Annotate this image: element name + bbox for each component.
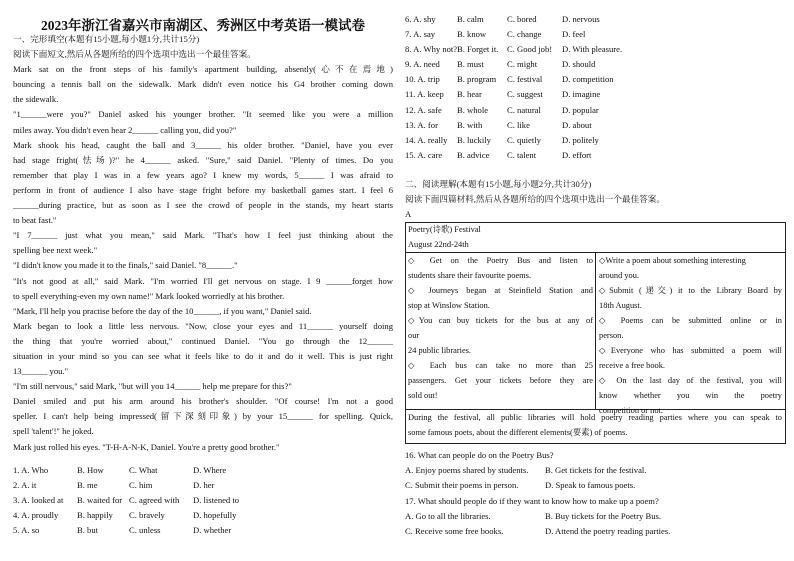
option-row bbox=[405, 118, 785, 133]
question-stem: 17. What should people do if they want to know how to make up a poem? bbox=[405, 495, 659, 506]
answer-choice[interactable]: B. luckily bbox=[457, 134, 491, 145]
answer-choice[interactable]: C. unless bbox=[129, 525, 161, 535]
answer-choice[interactable]: C. change bbox=[507, 29, 542, 40]
option-row bbox=[13, 493, 393, 508]
section2-heading: 二、阅读理解(本题有15小题,每小题2分,共计30分) bbox=[405, 178, 592, 189]
festival-footer bbox=[408, 410, 782, 440]
passage-line: "I 7______ just what you mean," said Mark. "That's how I feel just thinking about the bbox=[13, 230, 393, 241]
cloze-passage bbox=[13, 62, 393, 454]
answer-choice[interactable]: B. but bbox=[77, 525, 99, 535]
passage-line: speller. I can't help being impressed(留下深刻印象) by your 15______ for spelling. Quick, bbox=[13, 411, 393, 422]
answer-choice[interactable]: 8. A. Why not? bbox=[405, 44, 458, 55]
passage-line: the sidewalk. bbox=[13, 94, 59, 105]
passage-line: "1______were you?" Daniel asked his younger brother. "It seemed like you were a million bbox=[13, 109, 393, 120]
option-row bbox=[405, 27, 785, 42]
answer-choice[interactable]: C. natural bbox=[507, 104, 541, 115]
passage-line: miles away. You didn't even hear 2______ calling you, did you?" bbox=[13, 124, 237, 135]
passage-line: "It's not good at all," said Mark. "I'm worried I'll get nervous on stage. I 9 ______forget how bbox=[13, 275, 393, 286]
answer-choice[interactable]: D. about bbox=[562, 119, 592, 130]
answer-choice[interactable]: C. like bbox=[507, 119, 530, 130]
question-option-row bbox=[405, 509, 785, 524]
notice-line: passengers. Get your tickets before they are bbox=[408, 376, 593, 386]
passage-line: had stage fright(怯场)?" he 4______ asked. "Sure," said Daniel. "Plenty of times. Do you bbox=[13, 154, 393, 165]
answer-choice[interactable]: D. Attend the poetry reading parties. bbox=[545, 525, 671, 536]
notice-line: During the festival, all public libraries will hold poetry reading parties where you can speak to bbox=[408, 413, 782, 423]
answer-choice[interactable]: 1. A. Who bbox=[13, 464, 49, 475]
passage-line: Mark shook his head, caught the ball and 3______ his older brother. "Daniel, have you ever bbox=[13, 139, 393, 150]
festival-title: Poetry(诗歌) Festival bbox=[408, 225, 481, 235]
answer-choice[interactable]: 7. A. say bbox=[405, 29, 436, 40]
cloze-options-1-5 bbox=[13, 463, 393, 538]
passage-line: Daniel smiled and put his arm around his brother's shoulder. "Of course! I'm not a good bbox=[13, 396, 393, 407]
answer-choice[interactable]: D. competition bbox=[562, 74, 614, 85]
notice-line: 18th August. bbox=[599, 301, 642, 311]
passage-line: bouncing a tennis ball on the sidewalk. Mark didn't even notice his G4 brother coming down bbox=[13, 79, 393, 90]
answer-choice[interactable]: D. whether bbox=[193, 525, 232, 535]
notice-line: person. bbox=[599, 331, 624, 341]
option-row bbox=[13, 478, 393, 493]
notice-line: ◇ Each bus can take no more than 25 bbox=[408, 361, 593, 371]
notice-line: receive a free book. bbox=[599, 361, 666, 371]
passage-line: perform in front of audience I also have stage fright before my basketball games start. I feel 6 bbox=[13, 184, 393, 195]
answer-choice[interactable]: D. politely bbox=[562, 134, 599, 145]
answer-choice[interactable]: D. nervous bbox=[562, 14, 600, 24]
answer-choice[interactable]: D. her bbox=[193, 479, 215, 490]
question-option-row bbox=[405, 524, 785, 539]
answer-choice[interactable]: 2. A. it bbox=[13, 479, 37, 490]
passage-line: "Mark, I'll help you practise before the day of the 10______, if you want," Daniel said. bbox=[13, 305, 312, 316]
answer-choice[interactable]: B. waited for bbox=[77, 494, 123, 505]
answer-choice[interactable]: 3. A. looked at bbox=[13, 494, 64, 505]
notice-line: stop at Winslow Station. bbox=[408, 301, 490, 311]
answer-choice[interactable]: B. program bbox=[457, 74, 497, 85]
answer-choice[interactable]: B. advice bbox=[457, 149, 490, 160]
answer-choice[interactable]: B. must bbox=[457, 59, 484, 70]
answer-choice[interactable]: D. effort bbox=[562, 149, 592, 160]
passage-line: remember that play I was in a few years ago? I knew my words, 5______ I was afraid to bbox=[13, 169, 393, 180]
answer-choice[interactable]: C. festival bbox=[507, 74, 543, 85]
right-column bbox=[405, 12, 785, 539]
answer-choice[interactable]: A. Enjoy poems shared by students. bbox=[405, 465, 529, 476]
option-row bbox=[405, 57, 785, 72]
answer-choice[interactable]: B. whole bbox=[457, 104, 489, 115]
answer-choice[interactable]: D. Speak to famous poets. bbox=[545, 480, 636, 491]
question-option-row bbox=[405, 478, 785, 493]
answer-choice[interactable]: D. With pleasure. bbox=[562, 44, 623, 55]
notice-line: ◇Everyone who has submitted a poem will bbox=[599, 346, 782, 356]
part-label: A bbox=[405, 209, 412, 220]
option-row bbox=[13, 508, 393, 523]
option-row bbox=[405, 72, 785, 87]
answer-choice[interactable]: C. Receive some free books. bbox=[405, 525, 504, 536]
passage-line: situation in your mind so you can see what it feels like to do it and do it well. This is just right bbox=[13, 350, 393, 361]
notice-line: ◇ On the last day of the festival, you will bbox=[599, 376, 782, 386]
option-row bbox=[405, 42, 785, 57]
answer-choice[interactable]: C. might bbox=[507, 59, 538, 70]
option-row bbox=[405, 87, 785, 102]
section1-instruction: 阅读下面短文,然后从各题所给的四个选项中选出一个最佳答案。 bbox=[13, 49, 256, 60]
notice-line: sold out! bbox=[408, 391, 438, 401]
answer-choice[interactable]: C. Good job! bbox=[507, 44, 553, 55]
festival-competition-info bbox=[599, 253, 782, 418]
answer-choice[interactable]: C. suggest bbox=[507, 89, 543, 100]
option-row bbox=[13, 523, 393, 538]
notice-line: ◇Write a poem about something interesting bbox=[599, 256, 746, 266]
passage-line: "I'm still nervous," said Mark, "but will you 14______ help me prepare for this?" bbox=[13, 381, 292, 392]
answer-choice[interactable]: C. talent bbox=[507, 149, 537, 160]
notice-line: around you. bbox=[599, 271, 640, 281]
answer-choice[interactable]: 11. A. keep bbox=[405, 89, 444, 100]
answer-choice[interactable]: C. bravely bbox=[129, 509, 165, 520]
option-row bbox=[405, 133, 785, 148]
option-row bbox=[405, 148, 785, 163]
answer-choice[interactable]: B. Forget it. bbox=[457, 44, 499, 55]
cloze-options-6-15 bbox=[405, 12, 785, 163]
answer-choice[interactable]: 10. A. trip bbox=[405, 74, 440, 85]
notice-line: ◇ Poems can be submitted online or in bbox=[599, 316, 782, 326]
answer-choice[interactable]: B. calm bbox=[457, 14, 484, 24]
passage-line: spell 'talent'!" he joked. bbox=[13, 426, 94, 437]
festival-bus-info bbox=[408, 253, 593, 403]
answer-choice[interactable]: 15. A. care bbox=[405, 149, 443, 160]
answer-choice[interactable]: A. Go to all the libraries. bbox=[405, 510, 491, 521]
exam-title: 2023年浙江省嘉兴市南湖区、秀洲区中考英语一模试卷 bbox=[41, 18, 365, 33]
passage-line: Mark just rolled his eyes. "T-H-A-N-K, Daniel. You're a pretty good brother." bbox=[13, 441, 280, 452]
notice-line: ◇Submit (递交) it to the Library Board by bbox=[599, 286, 782, 296]
poetry-festival-notice bbox=[405, 222, 785, 444]
answer-choice[interactable]: D. imagine bbox=[562, 89, 601, 100]
answer-choice[interactable]: 5. A. so bbox=[13, 525, 40, 535]
answer-choice[interactable]: B. know bbox=[457, 29, 487, 40]
passage-line: Mark sat on the front steps of his family's apartment building, absently(心不在焉地) bbox=[13, 64, 393, 75]
notice-line: some famous poets, about the different elements(要素) of poems. bbox=[408, 428, 628, 438]
passage-line: 13______ you." bbox=[13, 366, 69, 377]
section2-instruction: 阅读下面四篇材料,然后从各题所给的四个选项中选出一个最佳答案。 bbox=[405, 194, 665, 205]
passage-line: spelling bee next week." bbox=[13, 245, 98, 256]
answer-choice[interactable]: 4. A. proudly bbox=[13, 509, 59, 520]
answer-choice[interactable]: D. popular bbox=[562, 104, 599, 115]
passage-line: Mark began to look a little less nervous. "Now, close your eyes and 11______ yourself doing bbox=[13, 320, 393, 331]
question-option-row bbox=[405, 463, 785, 478]
answer-choice[interactable]: B. hear bbox=[457, 89, 482, 100]
passage-line: "I didn't know you made it to the finals," said Daniel. "8______." bbox=[13, 260, 238, 271]
answer-choice[interactable]: B. me bbox=[77, 479, 98, 490]
notice-line: ◇ Journeys began at Steinfield Station and bbox=[408, 286, 593, 296]
passage-line: the thing that you're worried about," continued Daniel. "You go through the 12______ bbox=[13, 335, 393, 346]
answer-choice[interactable]: D. listened to bbox=[193, 494, 240, 505]
answer-choice[interactable]: 13. A. for bbox=[405, 119, 438, 130]
option-row bbox=[405, 103, 785, 118]
notice-line: ◇ Get on the Poetry Bus and listen to bbox=[408, 256, 593, 266]
notice-line: our bbox=[408, 331, 420, 341]
answer-choice[interactable]: B. How bbox=[77, 464, 104, 475]
answer-choice[interactable]: C. agreed with bbox=[129, 494, 180, 505]
answer-choice[interactable]: C. What bbox=[129, 464, 158, 475]
passage-line: to beat fast." bbox=[13, 215, 57, 226]
answer-choice[interactable]: B. Buy tickets for the Poetry Bus. bbox=[545, 510, 662, 521]
notice-line: competition or not. bbox=[599, 406, 663, 416]
answer-choice[interactable]: 6. A. shy bbox=[405, 14, 436, 24]
question-stem: 16. What can people do on the Poetry Bus? bbox=[405, 450, 554, 461]
answer-choice[interactable]: B. happily bbox=[77, 509, 113, 520]
answer-choice[interactable]: D. Where bbox=[193, 464, 227, 475]
answer-choice[interactable]: C. him bbox=[129, 479, 153, 490]
notice-line: know whether you win the poetry bbox=[599, 391, 782, 401]
option-row bbox=[405, 12, 785, 27]
answer-choice[interactable]: D. feel bbox=[562, 29, 586, 40]
answer-choice[interactable]: D. should bbox=[562, 59, 596, 70]
notice-line: students share their favourite poems. bbox=[408, 271, 532, 281]
left-column bbox=[13, 0, 393, 538]
passage-line: to spell everything-even my own name!" Mark looked worriedly at his brother. bbox=[13, 290, 285, 301]
answer-choice[interactable]: C. quietly bbox=[507, 134, 541, 145]
answer-choice[interactable]: 9. A. need bbox=[405, 59, 440, 70]
answer-choice[interactable]: 14. A. really bbox=[405, 134, 448, 145]
answer-choice[interactable]: C. Submit their poems in person. bbox=[405, 480, 519, 491]
answer-choice[interactable]: D. hopefully bbox=[193, 509, 237, 520]
notice-line: ◇You can buy tickets for the bus at any of bbox=[408, 316, 593, 326]
answer-choice[interactable]: B. with bbox=[457, 119, 483, 130]
passage-line: ______during practice, but as soon as I see the crowd of people in the stands, my heart starts bbox=[13, 200, 393, 211]
reading-questions bbox=[405, 448, 785, 539]
answer-choice[interactable]: B. Get tickets for the festival. bbox=[545, 465, 647, 476]
answer-choice[interactable]: C. bored bbox=[507, 14, 537, 24]
option-row bbox=[13, 463, 393, 478]
festival-dates: August 22nd-24th bbox=[408, 240, 469, 250]
section1-heading: 一、完形填空(本题有15小题,每小题1分,共计15分) bbox=[13, 34, 200, 44]
notice-line: 24 public libraries. bbox=[408, 346, 472, 356]
answer-choice[interactable]: 12. A. safe bbox=[405, 104, 442, 115]
